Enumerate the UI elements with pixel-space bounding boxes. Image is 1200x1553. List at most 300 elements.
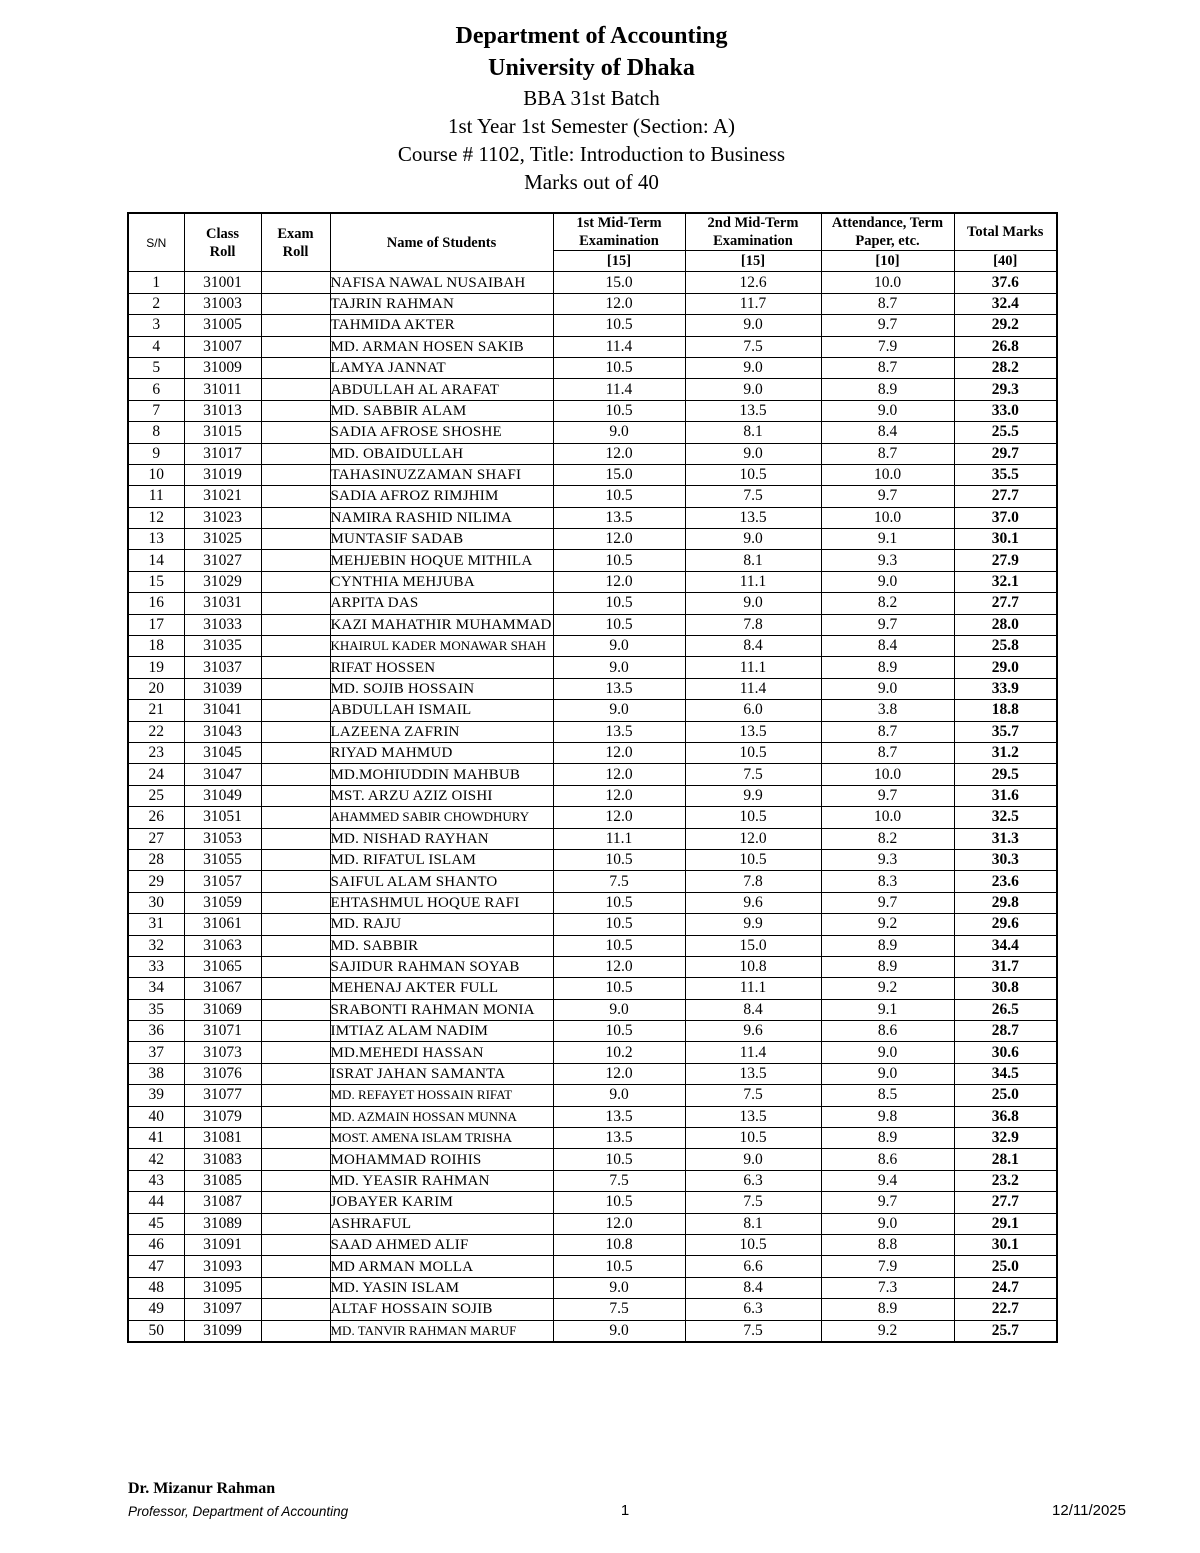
cell-total: 18.8 xyxy=(954,700,1057,721)
table-row xyxy=(128,357,1057,378)
cell-mid1: 10.5 xyxy=(553,357,685,378)
cell-mid1: 10.5 xyxy=(553,593,685,614)
cell-attendance: 8.6 xyxy=(821,1149,954,1170)
cell-exam-roll xyxy=(261,1063,330,1084)
cell-attendance: 9.8 xyxy=(821,1106,954,1127)
cell-mid2: 11.1 xyxy=(685,978,821,999)
table-row xyxy=(128,486,1057,507)
cell-student-name: MD. ARMAN HOSEN SAKIB xyxy=(330,336,553,357)
cell-class-roll: 31047 xyxy=(184,764,261,785)
cell-exam-roll xyxy=(261,1192,330,1213)
cell-mid2: 10.5 xyxy=(685,1234,821,1255)
cell-attendance: 8.8 xyxy=(821,1234,954,1255)
cell-mid2: 6.3 xyxy=(685,1299,821,1320)
cell-exam-roll xyxy=(261,764,330,785)
marks-line: Marks out of 40 xyxy=(524,170,659,194)
table-row xyxy=(128,636,1057,657)
table-row xyxy=(128,785,1057,806)
cell-student-name: LAMYA JANNAT xyxy=(330,357,553,378)
cell-attendance: 7.3 xyxy=(821,1277,954,1298)
cell-student-name: EHTASHMUL HOQUE RAFI xyxy=(330,892,553,913)
cell-total: 23.2 xyxy=(954,1170,1057,1191)
cell-sn: 6 xyxy=(128,379,184,400)
cell-total: 27.9 xyxy=(954,550,1057,571)
table-row xyxy=(128,550,1057,571)
cell-student-name: TAHASINUZZAMAN SHAFI xyxy=(330,464,553,485)
cell-class-roll: 31031 xyxy=(184,593,261,614)
cell-attendance: 9.0 xyxy=(821,1063,954,1084)
cell-total: 26.5 xyxy=(954,999,1057,1020)
cell-total: 29.8 xyxy=(954,892,1057,913)
cell-exam-roll xyxy=(261,892,330,913)
cell-total: 29.3 xyxy=(954,379,1057,400)
cell-mid2: 11.1 xyxy=(685,571,821,592)
cell-mid2: 6.0 xyxy=(685,700,821,721)
cell-class-roll: 31077 xyxy=(184,1085,261,1106)
cell-mid2: 6.6 xyxy=(685,1256,821,1277)
cell-student-name: MD. SABBIR xyxy=(330,935,553,956)
cell-student-name: MD. YASIN ISLAM xyxy=(330,1277,553,1298)
cell-student-name: LAZEENA ZAFRIN xyxy=(330,721,553,742)
cell-mid1: 10.5 xyxy=(553,400,685,421)
cell-mid1: 12.0 xyxy=(553,742,685,763)
cell-mid1: 13.5 xyxy=(553,678,685,699)
cell-sn: 35 xyxy=(128,999,184,1020)
cell-exam-roll xyxy=(261,828,330,849)
cell-class-roll: 31017 xyxy=(184,443,261,464)
cell-attendance: 9.7 xyxy=(821,1192,954,1213)
cell-class-roll: 31013 xyxy=(184,400,261,421)
cell-sn: 28 xyxy=(128,849,184,870)
cell-sn: 5 xyxy=(128,357,184,378)
batch-line: BBA 31st Batch xyxy=(523,86,660,110)
cell-mid1: 9.0 xyxy=(553,700,685,721)
cell-exam-roll xyxy=(261,1085,330,1106)
cell-student-name: SADIA AFROZ RIMJHIM xyxy=(330,486,553,507)
semester-line: 1st Year 1st Semester (Section: A) xyxy=(448,114,735,138)
cell-sn: 45 xyxy=(128,1213,184,1234)
cell-exam-roll xyxy=(261,486,330,507)
cell-exam-roll xyxy=(261,636,330,657)
cell-student-name: SRABONTI RAHMAN MONIA xyxy=(330,999,553,1020)
cell-mid1: 12.0 xyxy=(553,293,685,314)
cell-student-name: MD. SABBIR ALAM xyxy=(330,400,553,421)
cell-student-name: ABDULLAH ISMAIL xyxy=(330,700,553,721)
cell-total: 34.5 xyxy=(954,1063,1057,1084)
cell-mid2: 8.1 xyxy=(685,1213,821,1234)
table-row xyxy=(128,507,1057,528)
cell-sn: 29 xyxy=(128,871,184,892)
cell-sn: 8 xyxy=(128,422,184,443)
cell-attendance: 8.9 xyxy=(821,956,954,977)
cell-class-roll: 31007 xyxy=(184,336,261,357)
cell-student-name: MD. NISHAD RAYHAN xyxy=(330,828,553,849)
cell-class-roll: 31076 xyxy=(184,1063,261,1084)
cell-mid1: 15.0 xyxy=(553,464,685,485)
cell-mid2: 8.4 xyxy=(685,1277,821,1298)
cell-class-roll: 31069 xyxy=(184,999,261,1020)
cell-mid2: 13.5 xyxy=(685,507,821,528)
cell-mid2: 11.7 xyxy=(685,293,821,314)
cell-exam-roll xyxy=(261,678,330,699)
cell-mid2: 11.1 xyxy=(685,657,821,678)
cell-attendance: 9.0 xyxy=(821,1042,954,1063)
cell-sn: 19 xyxy=(128,657,184,678)
cell-total: 37.0 xyxy=(954,507,1057,528)
table-row xyxy=(128,657,1057,678)
cell-total: 29.7 xyxy=(954,443,1057,464)
cell-class-roll: 31049 xyxy=(184,785,261,806)
cell-sn: 42 xyxy=(128,1149,184,1170)
cell-exam-roll xyxy=(261,272,330,293)
cell-exam-roll xyxy=(261,571,330,592)
cell-attendance: 9.1 xyxy=(821,529,954,550)
cell-student-name: MOHAMMAD ROIHIS xyxy=(330,1149,553,1170)
table-row xyxy=(128,849,1057,870)
page-number: 1 xyxy=(620,1502,630,1519)
cell-student-name: NAMIRA RASHID NILIMA xyxy=(330,507,553,528)
table-row xyxy=(128,892,1057,913)
cell-attendance: 9.7 xyxy=(821,785,954,806)
table-row xyxy=(128,1149,1057,1170)
cell-sn: 32 xyxy=(128,935,184,956)
cell-total: 25.8 xyxy=(954,636,1057,657)
cell-total: 29.6 xyxy=(954,914,1057,935)
cell-exam-roll xyxy=(261,593,330,614)
cell-mid1: 10.5 xyxy=(553,550,685,571)
cell-mid2: 10.5 xyxy=(685,464,821,485)
cell-student-name: SAAD AHMED ALIF xyxy=(330,1234,553,1255)
cell-class-roll: 31033 xyxy=(184,614,261,635)
cell-sn: 34 xyxy=(128,978,184,999)
cell-mid2: 7.5 xyxy=(685,486,821,507)
cell-total: 32.5 xyxy=(954,807,1057,828)
cell-total: 25.5 xyxy=(954,422,1057,443)
cell-mid1: 13.5 xyxy=(553,1128,685,1149)
cell-student-name: SAJIDUR RAHMAN SOYAB xyxy=(330,956,553,977)
table-row xyxy=(128,700,1057,721)
cell-attendance: 9.1 xyxy=(821,999,954,1020)
department-title: Department of Accounting xyxy=(455,23,728,49)
cell-mid1: 13.5 xyxy=(553,507,685,528)
table-row xyxy=(128,1063,1057,1084)
cell-mid2: 15.0 xyxy=(685,935,821,956)
cell-exam-roll xyxy=(261,529,330,550)
cell-sn: 44 xyxy=(128,1192,184,1213)
cell-attendance: 9.7 xyxy=(821,315,954,336)
cell-mid2: 13.5 xyxy=(685,1106,821,1127)
table-row xyxy=(128,828,1057,849)
cell-exam-roll xyxy=(261,1128,330,1149)
cell-total: 28.1 xyxy=(954,1149,1057,1170)
cell-student-name: MD.MEHEDI HASSAN xyxy=(330,1042,553,1063)
table-row xyxy=(128,336,1057,357)
cell-student-name: ASHRAFUL xyxy=(330,1213,553,1234)
cell-exam-roll xyxy=(261,315,330,336)
cell-sn: 7 xyxy=(128,400,184,421)
cell-sn: 49 xyxy=(128,1299,184,1320)
table-row xyxy=(128,871,1057,892)
cell-sn: 10 xyxy=(128,464,184,485)
cell-student-name: MST. ARZU AZIZ OISHI xyxy=(330,785,553,806)
cell-student-name: MEHENAJ AKTER FULL xyxy=(330,978,553,999)
col-header-mid1: 1st Mid-Term Examination xyxy=(553,213,685,251)
table-row xyxy=(128,999,1057,1020)
cell-mid1: 10.5 xyxy=(553,892,685,913)
cell-sn: 12 xyxy=(128,507,184,528)
cell-total: 26.8 xyxy=(954,336,1057,357)
cell-mid1: 12.0 xyxy=(553,807,685,828)
cell-class-roll: 31053 xyxy=(184,828,261,849)
cell-exam-roll xyxy=(261,1149,330,1170)
cell-total: 31.7 xyxy=(954,956,1057,977)
cell-exam-roll xyxy=(261,999,330,1020)
cell-exam-roll xyxy=(261,742,330,763)
cell-mid1: 12.0 xyxy=(553,1063,685,1084)
cell-mid2: 12.0 xyxy=(685,828,821,849)
table-row xyxy=(128,935,1057,956)
cell-sn: 2 xyxy=(128,293,184,314)
cell-exam-roll xyxy=(261,1106,330,1127)
cell-mid2: 9.0 xyxy=(685,443,821,464)
col-header-class-roll: Class Roll xyxy=(184,213,261,272)
cell-sn: 21 xyxy=(128,700,184,721)
cell-sn: 25 xyxy=(128,785,184,806)
cell-mid2: 10.5 xyxy=(685,742,821,763)
cell-sn: 17 xyxy=(128,614,184,635)
cell-mid1: 10.5 xyxy=(553,486,685,507)
cell-mid2: 8.1 xyxy=(685,550,821,571)
cell-total: 30.1 xyxy=(954,529,1057,550)
cell-student-name: ABDULLAH AL ARAFAT xyxy=(330,379,553,400)
cell-attendance: 8.4 xyxy=(821,422,954,443)
cell-attendance: 9.0 xyxy=(821,1213,954,1234)
cell-class-roll: 31055 xyxy=(184,849,261,870)
cell-class-roll: 31003 xyxy=(184,293,261,314)
cell-class-roll: 31081 xyxy=(184,1128,261,1149)
table-row xyxy=(128,764,1057,785)
cell-student-name: KHAIRUL KADER MONAWAR SHAH xyxy=(330,636,553,657)
cell-mid2: 9.0 xyxy=(685,529,821,550)
cell-class-roll: 31067 xyxy=(184,978,261,999)
table-row xyxy=(128,978,1057,999)
cell-mid2: 9.0 xyxy=(685,357,821,378)
cell-exam-roll xyxy=(261,1256,330,1277)
cell-mid1: 10.8 xyxy=(553,1234,685,1255)
cell-exam-roll xyxy=(261,978,330,999)
cell-total: 27.7 xyxy=(954,1192,1057,1213)
cell-attendance: 8.9 xyxy=(821,1128,954,1149)
cell-sn: 3 xyxy=(128,315,184,336)
cell-attendance: 10.0 xyxy=(821,272,954,293)
cell-class-roll: 31071 xyxy=(184,1021,261,1042)
table-row xyxy=(128,464,1057,485)
cell-mid1: 9.0 xyxy=(553,1320,685,1342)
cell-total: 27.7 xyxy=(954,593,1057,614)
cell-total: 32.1 xyxy=(954,571,1057,592)
cell-class-roll: 31089 xyxy=(184,1213,261,1234)
cell-class-roll: 31057 xyxy=(184,871,261,892)
table-row xyxy=(128,1256,1057,1277)
cell-sn: 43 xyxy=(128,1170,184,1191)
cell-student-name: MEHJEBIN HOQUE MITHILA xyxy=(330,550,553,571)
signatory-title: Professor, Department of Accounting xyxy=(128,1504,349,1519)
cell-attendance: 9.0 xyxy=(821,400,954,421)
cell-mid2: 13.5 xyxy=(685,721,821,742)
cell-exam-roll xyxy=(261,357,330,378)
cell-mid2: 13.5 xyxy=(685,1063,821,1084)
cell-total: 30.8 xyxy=(954,978,1057,999)
cell-attendance: 9.4 xyxy=(821,1170,954,1191)
cell-student-name: SADIA AFROSE SHOSHE xyxy=(330,422,553,443)
cell-exam-roll xyxy=(261,464,330,485)
cell-mid2: 7.5 xyxy=(685,1085,821,1106)
cell-attendance: 8.9 xyxy=(821,657,954,678)
table-row xyxy=(128,1299,1057,1320)
cell-attendance: 9.2 xyxy=(821,1320,954,1342)
cell-mid2: 6.3 xyxy=(685,1170,821,1191)
cell-total: 29.0 xyxy=(954,657,1057,678)
cell-mid1: 9.0 xyxy=(553,999,685,1020)
cell-exam-roll xyxy=(261,422,330,443)
cell-exam-roll xyxy=(261,849,330,870)
table-row xyxy=(128,529,1057,550)
cell-total: 23.6 xyxy=(954,871,1057,892)
cell-attendance: 9.0 xyxy=(821,571,954,592)
cell-exam-roll xyxy=(261,785,330,806)
cell-sn: 20 xyxy=(128,678,184,699)
cell-total: 28.2 xyxy=(954,357,1057,378)
cell-class-roll: 31079 xyxy=(184,1106,261,1127)
cell-class-roll: 31093 xyxy=(184,1256,261,1277)
cell-class-roll: 31051 xyxy=(184,807,261,828)
cell-mid1: 9.0 xyxy=(553,636,685,657)
max-attendance: [10] xyxy=(821,251,954,272)
cell-attendance: 8.2 xyxy=(821,828,954,849)
cell-mid2: 7.8 xyxy=(685,871,821,892)
cell-class-roll: 31065 xyxy=(184,956,261,977)
cell-student-name: MD. TANVIR RAHMAN MARUF xyxy=(330,1320,553,1342)
cell-mid1: 12.0 xyxy=(553,785,685,806)
cell-class-roll: 31085 xyxy=(184,1170,261,1191)
cell-mid2: 8.1 xyxy=(685,422,821,443)
cell-mid2: 12.6 xyxy=(685,272,821,293)
marks-table xyxy=(127,212,1058,1343)
cell-class-roll: 31011 xyxy=(184,379,261,400)
cell-class-roll: 31073 xyxy=(184,1042,261,1063)
cell-exam-roll xyxy=(261,935,330,956)
cell-exam-roll xyxy=(261,700,330,721)
document-header xyxy=(0,20,1183,196)
table-row xyxy=(128,614,1057,635)
cell-class-roll: 31097 xyxy=(184,1299,261,1320)
cell-mid2: 9.9 xyxy=(685,785,821,806)
cell-mid1: 9.0 xyxy=(553,1277,685,1298)
cell-student-name: AHAMMED SABIR CHOWDHURY xyxy=(330,807,553,828)
cell-sn: 1 xyxy=(128,272,184,293)
table-row xyxy=(128,1213,1057,1234)
cell-attendance: 7.9 xyxy=(821,1256,954,1277)
cell-exam-roll xyxy=(261,293,330,314)
cell-mid1: 10.5 xyxy=(553,914,685,935)
cell-class-roll: 31019 xyxy=(184,464,261,485)
table-row xyxy=(128,571,1057,592)
cell-class-roll: 31009 xyxy=(184,357,261,378)
cell-class-roll: 31091 xyxy=(184,1234,261,1255)
cell-mid1: 12.0 xyxy=(553,956,685,977)
cell-mid2: 11.4 xyxy=(685,1042,821,1063)
cell-exam-roll xyxy=(261,956,330,977)
cell-mid2: 7.5 xyxy=(685,1192,821,1213)
cell-sn: 23 xyxy=(128,742,184,763)
cell-mid1: 15.0 xyxy=(553,272,685,293)
cell-total: 29.2 xyxy=(954,315,1057,336)
cell-student-name: MD. OBAIDULLAH xyxy=(330,443,553,464)
cell-class-roll: 31095 xyxy=(184,1277,261,1298)
cell-student-name: MUNTASIF SADAB xyxy=(330,529,553,550)
table-row xyxy=(128,379,1057,400)
cell-exam-roll xyxy=(261,550,330,571)
cell-exam-roll xyxy=(261,914,330,935)
cell-mid2: 9.0 xyxy=(685,1149,821,1170)
cell-exam-roll xyxy=(261,807,330,828)
cell-total: 30.1 xyxy=(954,1234,1057,1255)
col-header-mid2: 2nd Mid-Term Examination xyxy=(685,213,821,251)
table-row xyxy=(128,1170,1057,1191)
cell-student-name: CYNTHIA MEHJUBA xyxy=(330,571,553,592)
cell-mid2: 9.6 xyxy=(685,892,821,913)
cell-sn: 16 xyxy=(128,593,184,614)
cell-sn: 47 xyxy=(128,1256,184,1277)
cell-exam-roll xyxy=(261,657,330,678)
cell-attendance: 8.7 xyxy=(821,293,954,314)
course-line: Course # 1102, Title: Introduction to Business xyxy=(397,142,786,166)
cell-total: 32.4 xyxy=(954,293,1057,314)
cell-mid2: 7.5 xyxy=(685,764,821,785)
cell-sn: 40 xyxy=(128,1106,184,1127)
cell-mid2: 7.5 xyxy=(685,336,821,357)
cell-attendance: 3.8 xyxy=(821,700,954,721)
cell-student-name: ISRAT JAHAN SAMANTA xyxy=(330,1063,553,1084)
cell-sn: 50 xyxy=(128,1320,184,1342)
table-row xyxy=(128,1192,1057,1213)
cell-mid2: 11.4 xyxy=(685,678,821,699)
cell-mid1: 12.0 xyxy=(553,443,685,464)
cell-sn: 4 xyxy=(128,336,184,357)
cell-mid1: 10.5 xyxy=(553,978,685,999)
cell-sn: 48 xyxy=(128,1277,184,1298)
cell-attendance: 9.7 xyxy=(821,614,954,635)
cell-mid2: 8.4 xyxy=(685,999,821,1020)
cell-exam-roll xyxy=(261,1299,330,1320)
cell-mid1: 10.5 xyxy=(553,1256,685,1277)
cell-student-name: MD. SOJIB HOSSAIN xyxy=(330,678,553,699)
cell-exam-roll xyxy=(261,379,330,400)
cell-student-name: MD. REFAYET HOSSAIN RIFAT xyxy=(330,1085,553,1106)
cell-mid2: 10.5 xyxy=(685,1128,821,1149)
table-row xyxy=(128,1128,1057,1149)
cell-total: 36.8 xyxy=(954,1106,1057,1127)
cell-student-name: ALTAF HOSSAIN SOJIB xyxy=(330,1299,553,1320)
cell-student-name: MD. YEASIR RAHMAN xyxy=(330,1170,553,1191)
cell-attendance: 10.0 xyxy=(821,807,954,828)
table-row xyxy=(128,593,1057,614)
print-date: 12/11/2025 xyxy=(1052,1502,1126,1519)
cell-mid2: 10.8 xyxy=(685,956,821,977)
cell-mid1: 12.0 xyxy=(553,764,685,785)
cell-class-roll: 31061 xyxy=(184,914,261,935)
cell-exam-roll xyxy=(261,614,330,635)
